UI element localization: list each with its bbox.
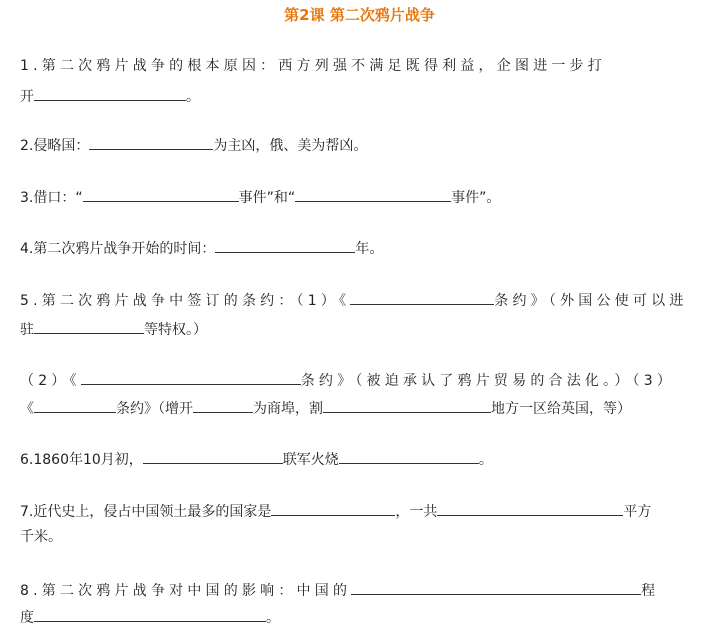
question-5-l3a: （2）《 (20, 373, 81, 389)
question-5-line3 (20, 369, 675, 389)
question-7-continuation (20, 527, 62, 547)
question-4 (20, 237, 383, 257)
answer-blank-q2[interactable] (89, 134, 213, 150)
question-5-after1: 条约》（外国公使可以进 (494, 293, 688, 309)
answer-blank-q5b[interactable] (34, 318, 144, 334)
question-3-mid: 事件”和“ (238, 190, 296, 206)
question-6-end: 。 (478, 452, 493, 468)
answer-blank-q8b[interactable] (34, 606, 266, 622)
question-5-cont: 驻 (20, 322, 34, 338)
question-5-l4b: 条约》（增开 (116, 401, 193, 417)
answer-blank-q6b[interactable] (339, 448, 479, 464)
answer-blank-q1[interactable] (34, 85, 186, 101)
question-8-final: 。 (266, 610, 280, 626)
question-8 (20, 579, 659, 599)
question-2-rest: 为主凶，俄、美为帮凶。 (213, 138, 368, 154)
question-3-end: 事件”。 (451, 190, 501, 206)
question-7-end: 平方 (623, 504, 652, 520)
answer-blank-q8a[interactable] (351, 579, 641, 595)
question-6-label: 6.1860年10月初， (20, 452, 143, 468)
question-5-continuation (20, 318, 207, 338)
answer-blank-q4[interactable] (215, 237, 355, 253)
answer-blank-q7a[interactable] (271, 500, 395, 516)
question-1-continuation (20, 85, 200, 105)
answer-blank-q3b[interactable] (295, 186, 451, 202)
worksheet-title: 第2课 第二次鸦片战争 (284, 6, 435, 24)
question-5-l3b: 条约》（被迫承认了鸦片贸易的合法化。）（3） (300, 373, 676, 389)
question-1-end: 。 (186, 89, 200, 105)
question-5 (20, 289, 687, 309)
question-3-label: 3.借口：“ (20, 190, 83, 206)
question-1 (20, 56, 606, 76)
question-3 (20, 186, 500, 206)
answer-blank-q5c[interactable] (81, 369, 301, 385)
question-7-cont: 千米。 (20, 529, 62, 545)
question-2 (20, 134, 367, 154)
question-5-l4d: 地方一区给英国，等） (491, 401, 631, 417)
question-1-text: 1.第二次鸦片战争的根本原因：西方列强不满足既得利益，企图进一步打 (20, 58, 606, 74)
question-6 (20, 448, 493, 468)
question-7-label: 7.近代史上，侵占中国领土最多的国家是 (20, 504, 272, 520)
question-4-end: 年。 (355, 241, 384, 257)
answer-blank-q5e[interactable] (193, 397, 253, 413)
question-4-label: 4.第二次鸦片战争开始的时间： (20, 241, 216, 257)
question-6-mid: 联军火烧 (282, 452, 339, 468)
question-5-line4 (20, 397, 631, 417)
answer-blank-q5d[interactable] (34, 397, 116, 413)
answer-blank-q6a[interactable] (143, 448, 283, 464)
question-8-label: 8.第二次鸦片战争对中国的影响：中国的 (20, 583, 352, 599)
answer-blank-q3a[interactable] (83, 186, 239, 202)
question-8-continuation (20, 606, 280, 626)
question-5-l4a: 《 (20, 401, 34, 417)
answer-blank-q7b[interactable] (437, 500, 623, 516)
question-1-cont-text: 开 (20, 89, 34, 105)
question-5-after2: 等特权。） (144, 322, 207, 338)
answer-blank-q5a[interactable] (350, 289, 494, 305)
question-8-cont: 度 (20, 610, 34, 626)
question-2-label: 2.侵略国： (20, 138, 90, 154)
question-7 (20, 500, 651, 520)
question-8-end: 程 (641, 583, 660, 599)
question-5-label: 5.第二次鸦片战争中签订的条约：（1）《 (20, 293, 351, 309)
question-5-l4c: 为商埠，割 (253, 401, 323, 417)
question-7-mid: ，一共 (395, 504, 438, 520)
answer-blank-q5f[interactable] (323, 397, 491, 413)
